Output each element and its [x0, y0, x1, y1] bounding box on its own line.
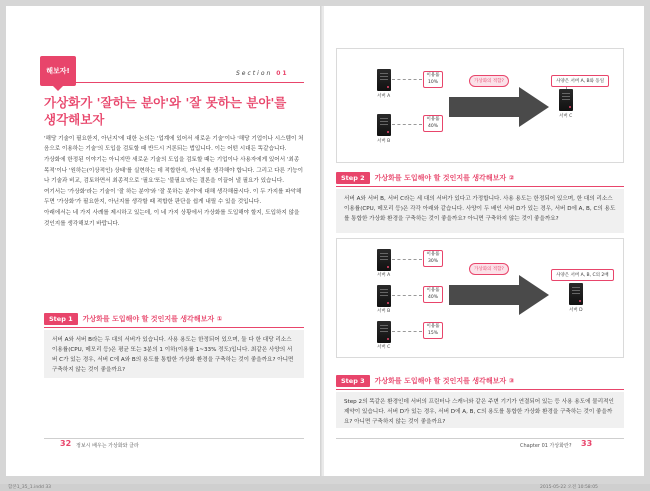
server-c-label: 서버 C [377, 345, 391, 350]
server-c-icon [377, 321, 391, 343]
left-page [6, 6, 322, 476]
paragraph: 아래에서는 네 가지 사례를 제시하고 있는데, 이 네 가지 상황에서 가상화를 도입해야 할지, 도입하지 않을 것인지를 생각해보기 바랍니다. [44, 210, 300, 227]
diagram-step1 [336, 48, 624, 163]
arrow-icon [449, 87, 549, 127]
server-b-label: 서버 B [377, 139, 391, 144]
usage-b-badge [423, 115, 443, 132]
slug-left: 합본1_35_1.indd 33 [8, 485, 52, 490]
step3-heading [336, 374, 514, 388]
usage-label: 이용률 [426, 117, 440, 122]
footer-rule [44, 438, 304, 439]
server-a-icon [377, 69, 391, 91]
usage-c-badge [423, 322, 443, 339]
server-d-icon [569, 283, 583, 305]
usage-value: 40% [427, 123, 438, 129]
server-b-icon [377, 285, 391, 307]
step2-box: 서버 A와 서버 B, 서버 C라는 세 대의 서버가 있다고 가정합니다. 사용 용도는 한정되어 있으며, 한 대의 리소스 이용률(CPU, 메모리 등)은 각각 아래와 같습니다. 사양이 두 배인 서버 D가 있는 경우, 서버 D에 A, B, C의 용도를 통합한 가상화 환경을 구축하는 것이 좋을까요? 아니면 구축하지 않는 것이 좋을까요? [336, 189, 624, 233]
page-number-right: 33 [581, 439, 593, 448]
server-c-icon [559, 89, 573, 111]
connector [392, 79, 422, 80]
paragraph: '해당 기술이 필요한지, 아닌지'에 대한 논의는 '업계에 있어서 새로운 기술'이나 '해당 기업이나 시스템이 처음으로 이용하는 기술'의 도입을 검토할 때 반드시 거론되는 법입니다. 이는 어떤 시대든 똑같습니다. [44, 136, 304, 153]
section-label [236, 70, 289, 77]
server-a-icon [377, 249, 391, 271]
question-bubble: 가상화의 적합? [469, 263, 509, 275]
usage-value: 10% [427, 79, 438, 85]
connector [392, 331, 422, 332]
connector [392, 124, 422, 125]
diagram-step2 [336, 238, 624, 358]
section-word: Section [236, 70, 273, 77]
step3-box: Step 2의 똑같은 환경인데 서버의 프린터나 스캐너와 같은 주변 기기가 연결되어 있는 등 사용 용도에 물리적인 제약이 있습니다. 서버 D가 있는 경우, 서버 D에 A, B, C의 용도를 통합한 가상화 환경을 구축하는 것이 좋을까요? 아니면 구축하지 않는 것이 좋을까요? [336, 392, 624, 428]
section-number: 01 [276, 70, 289, 77]
step1-heading [44, 312, 222, 326]
usage-label: 이용률 [426, 288, 440, 293]
step1-rule [44, 327, 304, 328]
server-c-label: 서버 C [559, 114, 573, 119]
exercise-badge: 해보자! [40, 56, 76, 86]
step1-tag: Step 1 [44, 313, 78, 325]
page-title: 가상화가 '잘하는 분야'와 '잘 못하는 분야'를 생각해보자 [44, 95, 287, 127]
usage-a-badge [423, 250, 443, 267]
usage-value: 40% [427, 294, 438, 300]
step3-rule [336, 389, 624, 390]
connector [392, 259, 422, 260]
paragraph: 여기서는 '가상화'라는 기술이 '잘 하는 분야'와 '잘 못하는 분야'에 대해 생각해봅시다. 이 두 가지를 파악해 두면 '가상화'가 필요한지, 아닌지를 생각할 때 적합한 판단을 쉽게 내릴 수 있을 것입니다. [44, 189, 302, 206]
server-b-icon [377, 114, 391, 136]
step1-box: 서버 A와 서버 B라는 두 대의 서버가 있습니다. 사용 용도는 한정되어 있으며, 둘 다 한 대당 리소스 이용률(CPU, 메모리 등)은 평균 또는 3분의 1 이하(이용률 1~33% 정도)입니다. 최같은 사양의 서버 C가 있는 경우, 서버 C에 A와 B의 용도를 통합한 가상화 환경을 구축하는 것이 좋을까요? 아니면 구축하지 않는 것이 좋을까요? [44, 330, 304, 378]
step3-title: 가상화를 도입해야 할 것인지를 생각해보자 ③ [374, 377, 515, 385]
step2-tag: Step 2 [336, 172, 370, 184]
slug-right: 2015-05-22 오전 10:58:05 [540, 485, 598, 490]
step2-title: 가상화를 도입해야 할 것인지를 생각해보자 ② [374, 174, 515, 182]
step2-heading [336, 171, 514, 185]
server-b-label: 서버 B [377, 309, 391, 314]
right-page [324, 6, 644, 476]
server-a-label: 서버 A [377, 94, 391, 99]
connector [392, 295, 422, 296]
intro-body [44, 134, 304, 230]
spec-note: 사양은 서버 A, B, C의 2배 [551, 269, 614, 281]
running-head-left: 정보시 배우는 가상화와 클라 [76, 443, 139, 449]
running-head-right: Chapter 01 가상화란? [520, 443, 572, 449]
question-bubble: 가상화의 적합? [469, 75, 509, 87]
usage-label: 이용률 [426, 324, 440, 329]
step2-rule [336, 186, 624, 187]
arrow-icon [449, 275, 549, 315]
step1-title: 가상화를 도입해야 할 것인지를 생각해보자 ① [82, 315, 223, 323]
usage-value: 30% [427, 258, 438, 264]
usage-label: 이용률 [426, 252, 440, 257]
usage-a-badge [423, 71, 443, 88]
step3-tag: Step 3 [336, 375, 370, 387]
server-a-label: 서버 A [377, 273, 391, 278]
paragraph: 가상화에 한정된 이야기는 아니지만 새로운 기술의 도입을 검토할 때는 기업이나 사용자에게 있어서 '최종 목적'이나 '원하는(이상적인) 상태'를 실현하는 데 적합한지, 아닌지를 생각해야 합니다. 그리고 다른 기능이나 기술과 비교, 검토하면서 최종적으로 '필요'또는 '불필요'라는 결론을 이끌어 낼 필요가 있습니다. [44, 157, 304, 184]
server-d-label: 서버 D [569, 308, 583, 313]
usage-value: 15% [427, 330, 438, 336]
section-divider [42, 82, 304, 83]
spec-note: 사양은 서버 A, B와 동일 [551, 75, 609, 87]
usage-b-badge [423, 286, 443, 303]
usage-label: 이용률 [426, 73, 440, 78]
page-number-left: 32 [60, 439, 72, 448]
